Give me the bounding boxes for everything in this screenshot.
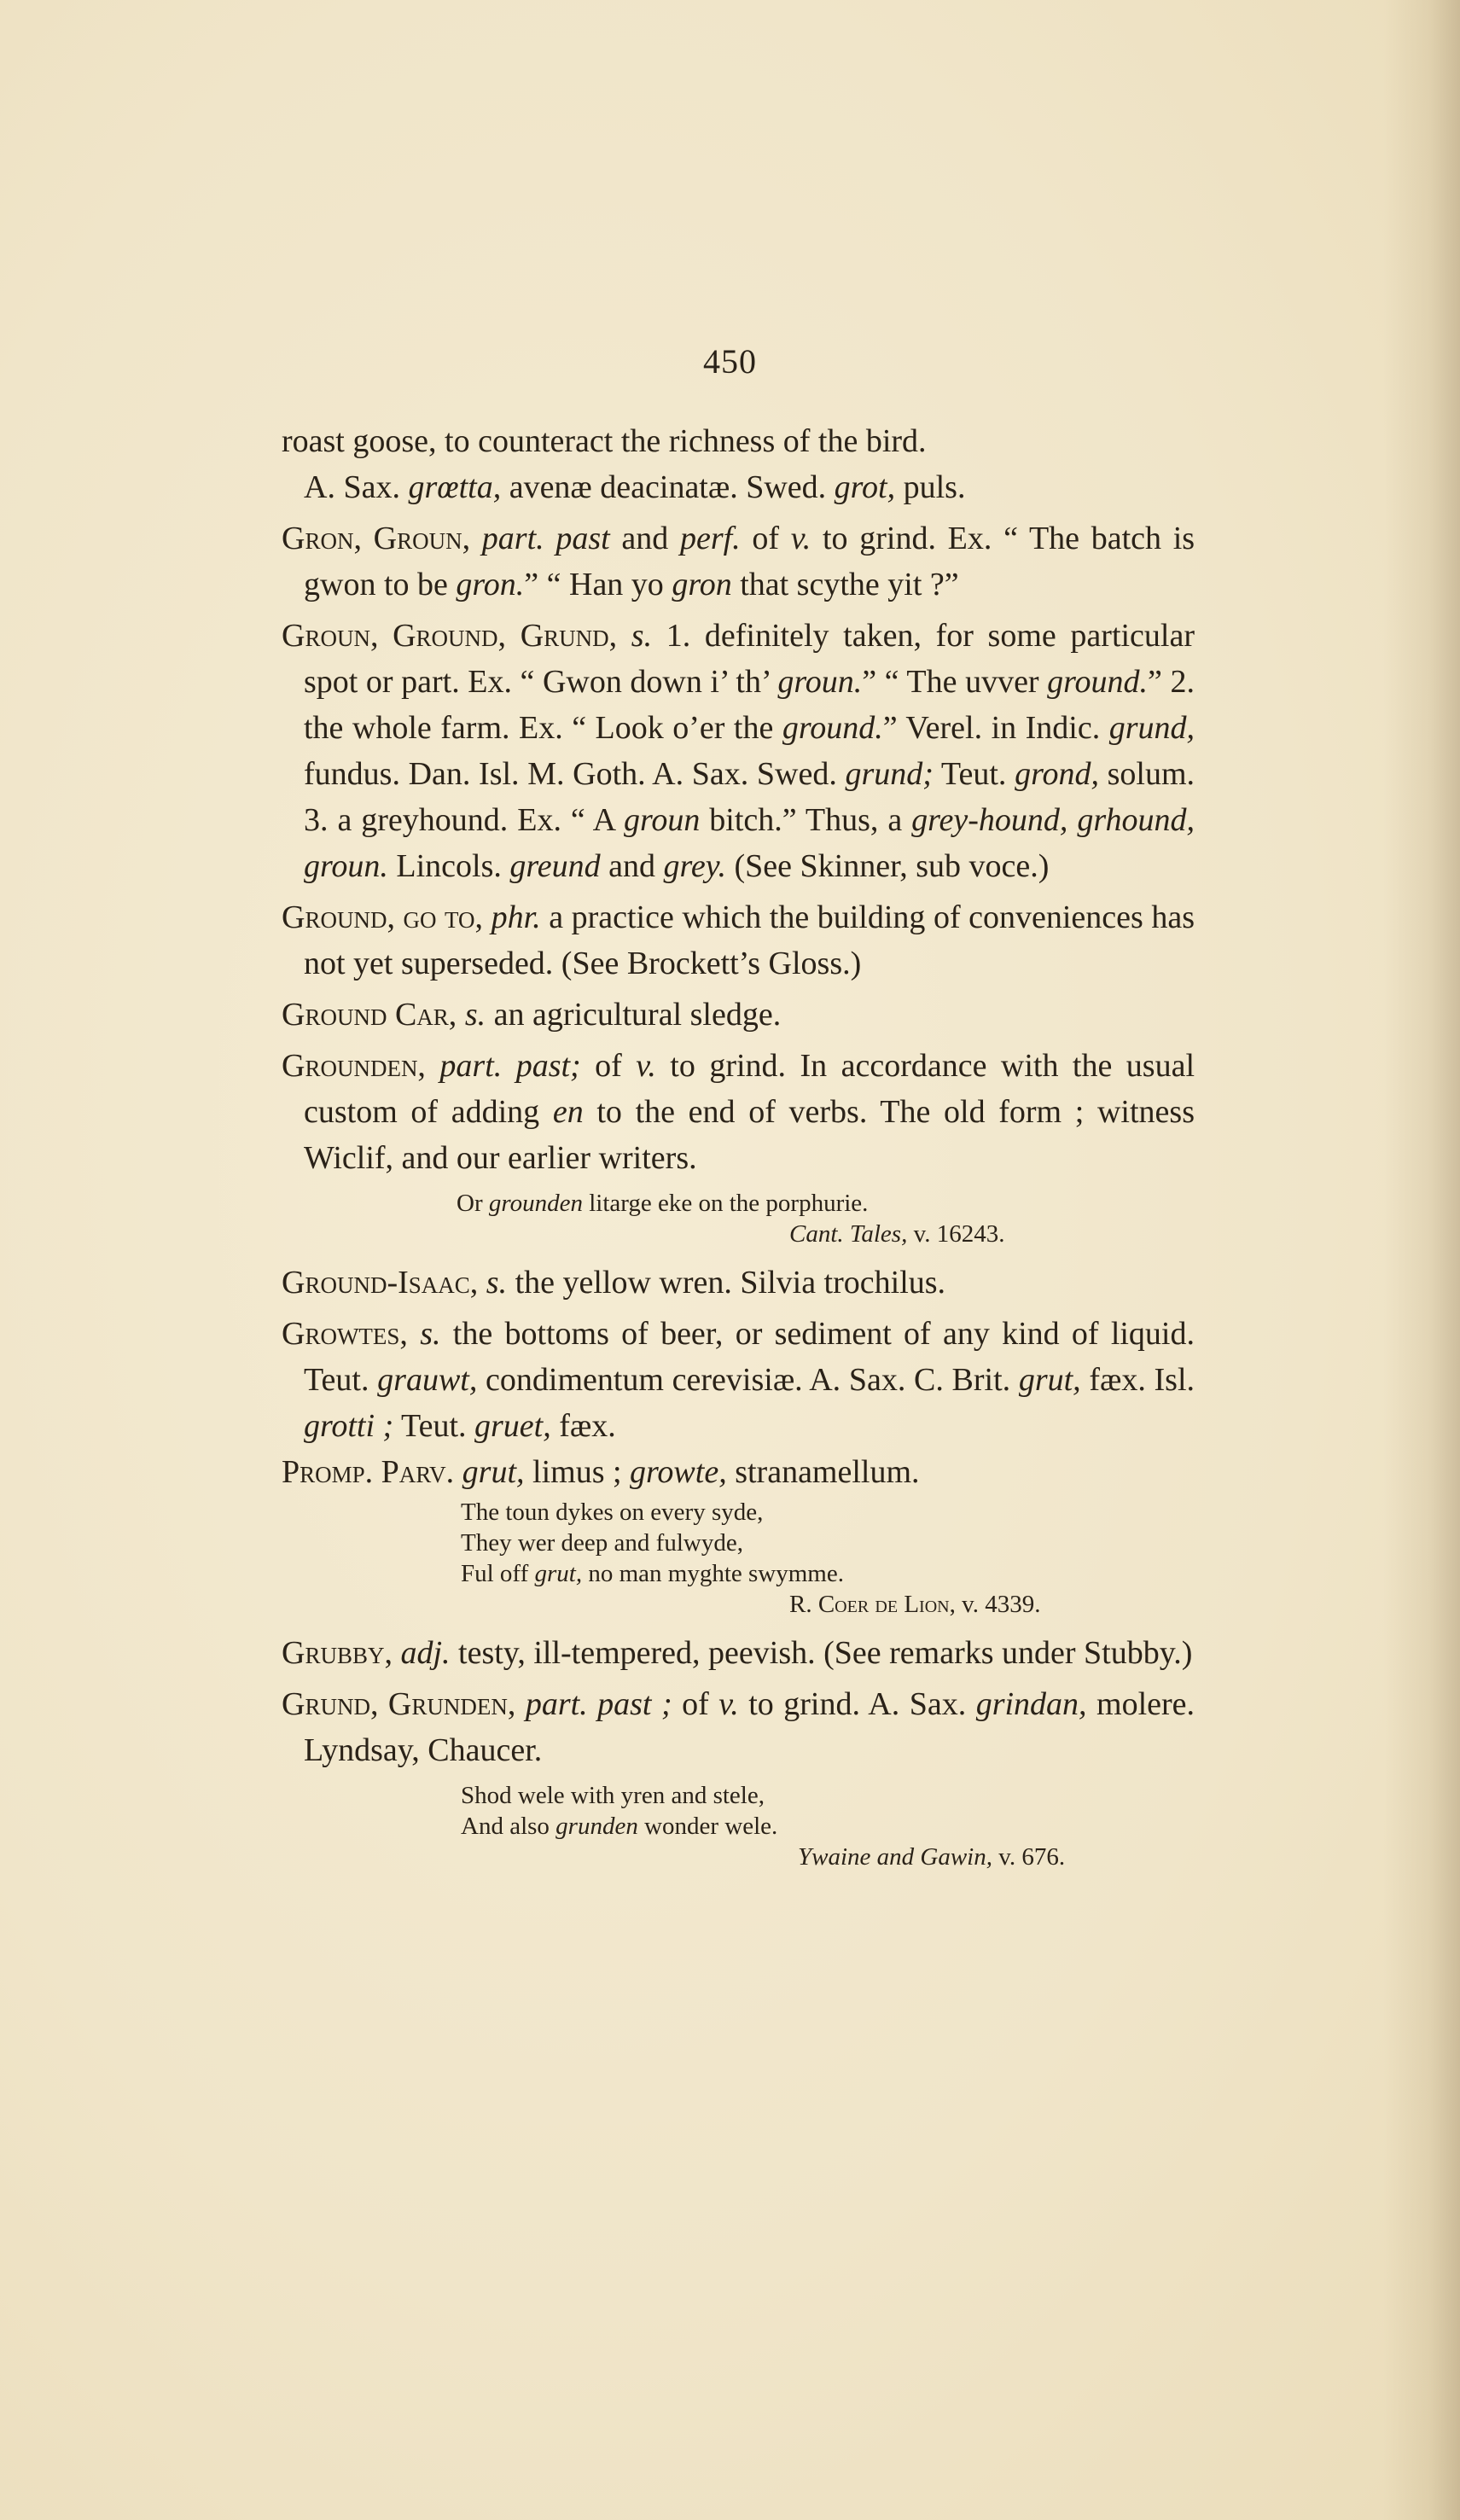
italic-term: grut,: [462, 1454, 525, 1490]
entry-text: [515, 1686, 525, 1722]
entry-text: A. Sax.: [304, 469, 409, 505]
entry-text: limus ;: [524, 1454, 631, 1490]
entry-text: ” “ The uvver: [862, 664, 1048, 700]
entry-text: [478, 1265, 486, 1301]
entry-text: [454, 1454, 462, 1490]
entry-text: an agricultural sledge.: [486, 997, 782, 1033]
quote-text: The toun dykes on every syde,: [461, 1499, 764, 1526]
entry-ground-go-to: [282, 894, 1195, 986]
italic-term: grotti ;: [304, 1408, 394, 1444]
entry-continuation: [282, 418, 1195, 510]
quote-source: Cant. Tales,: [789, 1220, 908, 1248]
headword: Ground, go to,: [282, 899, 484, 935]
entry-text: a practice which the building of conveniences has not yet superseded. (See Brockett’s Gloss.): [304, 899, 1195, 981]
entry-text: ” “ Han yo: [524, 567, 664, 602]
entry-text: the yellow wren. Silvia trochilus.: [507, 1265, 946, 1301]
etymon: grœtta,: [408, 469, 502, 505]
italic-term: groun: [623, 802, 701, 838]
quote-text: wonder wele.: [637, 1813, 778, 1840]
italic-term: grond,: [1015, 756, 1099, 792]
quote-text: grunden: [555, 1813, 638, 1840]
entry-text: fæx. Isl.: [1080, 1362, 1195, 1398]
entry-grubby: [282, 1630, 1195, 1676]
entry-promp-parv: [282, 1449, 1195, 1495]
entry-grounden: [282, 1043, 1195, 1181]
entry-text: the bottoms of beer, or sediment of any kind of liquid. Teut.: [304, 1316, 1195, 1398]
italic-term: greund: [509, 848, 601, 884]
italic-term: s.: [464, 997, 486, 1033]
entry-text: testy, ill-tempered, peevish. (See remarks under Stubby.): [450, 1635, 1193, 1671]
italic-term: part. past;: [439, 1048, 581, 1084]
grammar-label: part. past: [481, 521, 610, 556]
entry-text: avenæ deacinatæ. Swed.: [501, 469, 835, 505]
headword: Grounden,: [282, 1048, 426, 1084]
entry-text: condimentum cerevisiæ. A. Sax. C. Brit.: [477, 1362, 1019, 1398]
entry-text: to the end of verbs. The old form ; witness Wiclif, and our earlier writers.: [304, 1094, 1195, 1176]
italic-term: grund;: [845, 756, 934, 792]
quote-text: Ful off: [461, 1560, 535, 1587]
quote-text: grounden: [488, 1190, 583, 1217]
grammar-label: v.: [790, 521, 811, 556]
headword: Grund, Grunden,: [282, 1686, 516, 1722]
italic-term: growte,: [630, 1454, 727, 1490]
italic-term: grey-hound, grhound, groun.: [304, 802, 1195, 884]
headword: Gron, Groun,: [282, 521, 471, 556]
headword: Promp. Parv.: [282, 1454, 455, 1490]
entry-text: solum. 3. a greyhound. Ex. “ A: [304, 756, 1195, 838]
italic-term: en: [552, 1094, 584, 1130]
italic-term: grut,: [1018, 1362, 1081, 1398]
entry-text: bitch.” Thus, a: [700, 802, 912, 838]
headword: Ground-Isaac,: [282, 1265, 479, 1301]
entry-text: Teut.: [933, 756, 1015, 792]
entry-grund: [282, 1681, 1195, 1773]
italic-term: s.: [420, 1316, 441, 1352]
quote-source: v. 16243.: [907, 1220, 1005, 1248]
entry-text: roast goose, to counteract the richness of the bird.: [282, 423, 927, 459]
italic-term: v.: [636, 1048, 656, 1084]
italic-term: grindan,: [975, 1686, 1087, 1722]
entry-gron: [282, 515, 1195, 608]
italic-term: v.: [718, 1686, 739, 1722]
italic-term: gruet,: [474, 1408, 551, 1444]
entry-text: ” Verel. in Indic.: [882, 710, 1109, 746]
quote-text: litarge eke on the porphurie.: [582, 1190, 869, 1217]
quotation-chaucer: [282, 1188, 1195, 1249]
entry-text: [483, 899, 492, 935]
entry-text: fundus. Dan. Isl. M. Goth. A. Sax. Swed.: [304, 756, 846, 792]
entry-text: to grind. Ex. “ The batch is gwon to be: [304, 521, 1195, 602]
headword: Ground Car,: [282, 997, 457, 1033]
entry-text: to grind. In accordance with the usual custom of adding: [304, 1048, 1195, 1130]
headword: Growtes,: [282, 1316, 408, 1352]
entry-text: of: [580, 1048, 637, 1084]
entry-text: [617, 618, 631, 654]
entry-text: and: [621, 521, 669, 556]
entry-text: and: [600, 848, 664, 884]
italic-term: grey.: [663, 848, 727, 884]
entry-text: of: [672, 1686, 719, 1722]
entry-text: 1. definitely taken, for some particular spot or part. Ex. “ Gwon down i’ th’: [304, 618, 1195, 700]
italic-term: ground.: [1047, 664, 1149, 700]
entry-text: puls.: [895, 469, 966, 505]
entry-text: [457, 997, 465, 1033]
etymon: gron.: [456, 567, 525, 602]
quote-source: R. Coer de Lion,: [789, 1591, 956, 1618]
quote-source: Ywaine and Gawin,: [798, 1843, 992, 1871]
italic-term: s.: [631, 618, 653, 654]
entry-text: molere. Lyndsay, Chaucer.: [304, 1686, 1195, 1768]
page-number: 450: [703, 342, 757, 381]
italic-term: phr.: [491, 899, 541, 935]
italic-term: grauwt,: [377, 1362, 478, 1398]
quotation-coer-de-lion: [282, 1497, 1195, 1620]
entry-text: ” 2. the whole farm. Ex. “ Look o’er the: [304, 664, 1195, 746]
quote-source: v. 676.: [992, 1843, 1066, 1871]
quote-source: v. 4339.: [955, 1591, 1041, 1618]
entry-ground-isaac: [282, 1260, 1195, 1306]
grammar-label: perf.: [679, 521, 741, 556]
quote-text: And also: [461, 1813, 556, 1840]
quote-text: Or: [457, 1190, 489, 1217]
entry-text: Lincols.: [387, 848, 510, 884]
etymon: gron: [672, 567, 732, 602]
italic-term: adj.: [400, 1635, 451, 1671]
quote-text: no man myghte swymme.: [582, 1560, 844, 1587]
entry-text: fæx.: [550, 1408, 616, 1444]
entry-text: that scythe yit ?”: [740, 567, 959, 602]
entry-groun: [282, 613, 1195, 889]
etymon: grot,: [834, 469, 896, 505]
headword: Groun, Ground, Grund,: [282, 618, 618, 654]
italic-term: grund,: [1108, 710, 1195, 746]
italic-term: ground.: [782, 710, 883, 746]
entry-text: stranamellum.: [726, 1454, 920, 1490]
italic-term: groun.: [777, 664, 863, 700]
italic-term: part. past ;: [525, 1686, 672, 1722]
entry-text: to grind. A. Sax.: [738, 1686, 976, 1722]
headword: Grubby,: [282, 1635, 393, 1671]
entry-text: [426, 1048, 439, 1084]
entry-text: Teut.: [393, 1408, 475, 1444]
entry-text: of: [752, 521, 780, 556]
quote-text: grut,: [534, 1560, 583, 1587]
quote-text: Shod wele with yren and stele,: [461, 1782, 765, 1809]
quotation-ywaine: [282, 1780, 1195, 1872]
dictionary-text: [282, 418, 1195, 1883]
entry-text: [408, 1316, 420, 1352]
entry-ground-car: [282, 992, 1195, 1038]
entry-growtes: [282, 1311, 1195, 1449]
italic-term: s.: [486, 1265, 508, 1301]
quote-text: They wer deep and fulwyde,: [461, 1529, 743, 1557]
entry-text: (See Skinner, sub voce.): [726, 848, 1050, 884]
